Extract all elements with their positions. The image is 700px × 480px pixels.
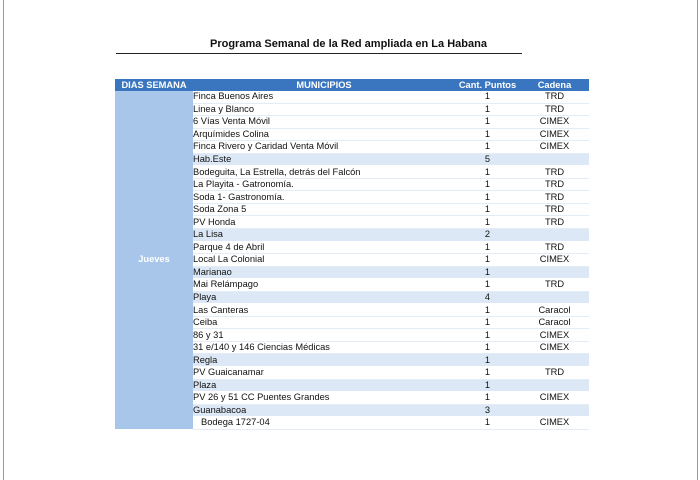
cadena-cell: CIMEX	[520, 417, 589, 430]
puntos-cell: 1	[455, 241, 520, 254]
puntos-cell: 1	[455, 141, 520, 154]
puntos-cell: 1	[455, 341, 520, 354]
puntos-cell: 1	[455, 191, 520, 204]
cadena-cell: TRD	[520, 241, 589, 254]
puntos-cell: 1	[455, 354, 520, 367]
cadena-cell: CIMEX	[520, 116, 589, 129]
cadena-cell	[520, 379, 589, 392]
header-dias-semana: DIAS SEMANA	[115, 79, 193, 91]
cadena-cell: CIMEX	[520, 341, 589, 354]
puntos-cell: 5	[455, 153, 520, 166]
municipio-cell: Ceiba	[193, 316, 455, 329]
cadena-cell	[520, 153, 589, 166]
cadena-cell: CIMEX	[520, 254, 589, 267]
municipio-cell: Linea y Blanco	[193, 103, 455, 116]
table-header-row	[115, 79, 589, 91]
municipio-cell: Bodega 1727-04	[193, 417, 455, 430]
puntos-cell: 1	[455, 316, 520, 329]
puntos-cell: 1	[455, 254, 520, 267]
puntos-cell: 1	[455, 203, 520, 216]
puntos-cell: 1	[455, 103, 520, 116]
puntos-cell: 1	[455, 128, 520, 141]
municipio-cell: Marianao	[193, 266, 455, 279]
puntos-cell: 1	[455, 178, 520, 191]
cadena-cell: CIMEX	[520, 141, 589, 154]
cadena-cell: CIMEX	[520, 128, 589, 141]
puntos-cell: 1	[455, 329, 520, 342]
municipio-cell: Playa	[193, 291, 455, 304]
municipio-cell: 31 e/140 y 146 Ciencias Médicas	[193, 341, 455, 354]
puntos-cell: 2	[455, 229, 520, 242]
cadena-cell: TRD	[520, 178, 589, 191]
puntos-cell: 4	[455, 291, 520, 304]
puntos-cell: 1	[455, 91, 520, 103]
puntos-cell: 1	[455, 392, 520, 405]
cadena-cell: CIMEX	[520, 329, 589, 342]
municipio-cell: 86 y 31	[193, 329, 455, 342]
municipio-cell: PV Guaicanamar	[193, 367, 455, 380]
page-title: Programa Semanal de la Red ampliada en La Habana	[210, 38, 487, 50]
municipio-cell: PV Honda	[193, 216, 455, 229]
cadena-cell: TRD	[520, 191, 589, 204]
municipio-cell: Las Canteras	[193, 304, 455, 317]
municipio-cell: Finca Buenos Aires	[193, 91, 455, 103]
cadena-cell: TRD	[520, 166, 589, 179]
cadena-cell: TRD	[520, 279, 589, 292]
cadena-cell: TRD	[520, 216, 589, 229]
municipio-cell: Soda Zona 5	[193, 203, 455, 216]
header-cadena: Cadena	[520, 79, 589, 91]
cadena-cell: TRD	[520, 91, 589, 103]
table-body	[115, 91, 589, 429]
municipio-cell: Soda 1- Gastronomía.	[193, 191, 455, 204]
cadena-cell	[520, 404, 589, 417]
municipio-cell: Guanabacoa	[193, 404, 455, 417]
cadena-cell: TRD	[520, 367, 589, 380]
cadena-cell: TRD	[520, 103, 589, 116]
cadena-cell: CIMEX	[520, 392, 589, 405]
municipio-cell: La Playita - Gatronomía.	[193, 178, 455, 191]
municipio-cell: Mai Relámpago	[193, 279, 455, 292]
header-cant-puntos: Cant. Puntos	[455, 79, 520, 91]
puntos-cell: 1	[455, 166, 520, 179]
municipio-cell: Parque 4 de Abril	[193, 241, 455, 254]
table-row	[115, 91, 589, 103]
cadena-cell: Caracol	[520, 316, 589, 329]
schedule-table	[115, 79, 589, 430]
municipio-cell: Bodeguita, La Estrella, detrás del Falcón	[193, 166, 455, 179]
cadena-cell	[520, 266, 589, 279]
cadena-cell: Caracol	[520, 304, 589, 317]
cadena-cell: TRD	[520, 203, 589, 216]
header-municipios: MUNICIPIOS	[193, 79, 455, 91]
puntos-cell: 1	[455, 379, 520, 392]
page-border-left	[3, 0, 4, 480]
page-border-right	[697, 0, 698, 480]
puntos-cell: 1	[455, 304, 520, 317]
municipio-cell: Hab.Este	[193, 153, 455, 166]
puntos-cell: 1	[455, 417, 520, 430]
municipio-cell: Regla	[193, 354, 455, 367]
municipio-cell: La Lisa	[193, 229, 455, 242]
day-cell: Jueves	[115, 91, 193, 429]
puntos-cell: 1	[455, 266, 520, 279]
municipio-cell: PV 26 y 51 CC Puentes Grandes	[193, 392, 455, 405]
cadena-cell	[520, 354, 589, 367]
cadena-cell	[520, 229, 589, 242]
puntos-cell: 3	[455, 404, 520, 417]
municipio-cell: Plaza	[193, 379, 455, 392]
puntos-cell: 1	[455, 116, 520, 129]
municipio-cell: Finca Rivero y Caridad Venta Móvil	[193, 141, 455, 154]
puntos-cell: 1	[455, 216, 520, 229]
municipio-cell: Arquímides Colina	[193, 128, 455, 141]
municipio-cell: 6 Vías Venta Móvil	[193, 116, 455, 129]
puntos-cell: 1	[455, 279, 520, 292]
puntos-cell: 1	[455, 367, 520, 380]
municipio-cell: Local La Colonial	[193, 254, 455, 267]
cadena-cell	[520, 291, 589, 304]
title-underline	[116, 38, 522, 54]
